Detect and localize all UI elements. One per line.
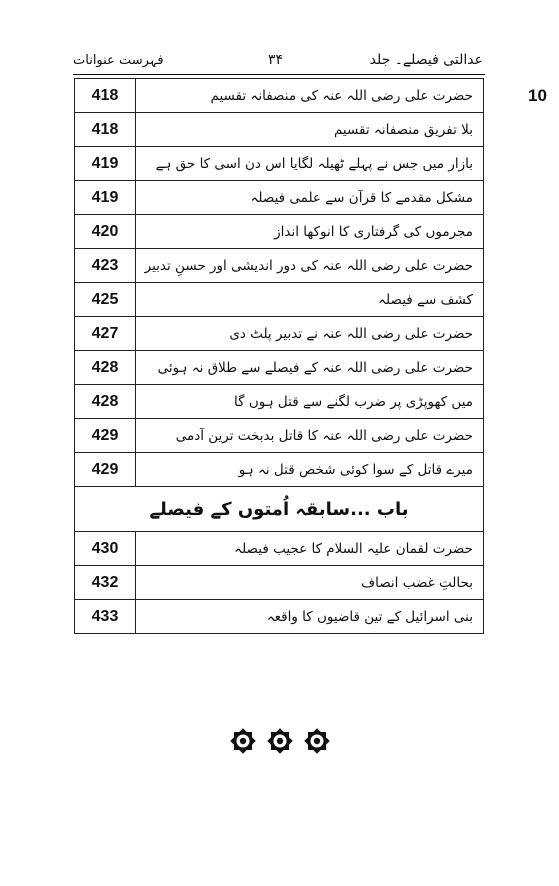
entry-title: حضرت لقمان علیہ السلام کا عجیب فیصلہ xyxy=(136,532,484,566)
entry-title: بحالتِ غضب انصاف xyxy=(136,566,484,600)
entry-title: حضرت علی رضی اللہ عنہ کی دور اندیشی اور حسنِ تدبیر xyxy=(136,249,484,283)
page-ref: 419 xyxy=(75,181,136,215)
section-heading-row xyxy=(75,487,484,532)
table-row[interactable] xyxy=(75,453,484,487)
page-header xyxy=(73,52,485,72)
page-ref: 423 xyxy=(75,249,136,283)
star-ornament-icon xyxy=(228,726,258,756)
page-ref: 425 xyxy=(75,283,136,317)
section-heading: باب ...سابقہ اُمتوں کے فیصلے xyxy=(75,487,484,532)
table-row[interactable] xyxy=(75,181,484,215)
page-ref: 418 xyxy=(75,79,136,113)
entry-title: بنی اسرائیل کے تین قاضیوں کا واقعہ xyxy=(136,600,484,634)
page-ref: 427 xyxy=(75,317,136,351)
table-row[interactable] xyxy=(75,249,484,283)
entry-title: میرے قاتل کے سوا کوئی شخص قتل نہ ہو xyxy=(136,453,484,487)
page-ref: 418 xyxy=(75,113,136,147)
entry-title: بلا تفریق منصفانہ تقسیم xyxy=(136,113,484,147)
table-row[interactable] xyxy=(75,566,484,600)
entry-title: حضرت علی رضی اللہ عنہ نے تدبیر پلٹ دی xyxy=(136,317,484,351)
entry-title: بازار میں جس نے پہلے ٹھیلہ لگایا اس دن اسی کا حق ہے xyxy=(136,147,484,181)
table-row[interactable] xyxy=(75,283,484,317)
page-ref: 432 xyxy=(75,566,136,600)
page-ref: 428 xyxy=(75,385,136,419)
page-ref: 420 xyxy=(75,215,136,249)
header-divider xyxy=(73,74,485,75)
star-ornament-icon xyxy=(265,726,295,756)
contents-table xyxy=(74,78,484,634)
page-ref: 419 xyxy=(75,147,136,181)
table-row[interactable] xyxy=(75,113,484,147)
table-row[interactable] xyxy=(75,317,484,351)
entry-title: حضرت علی رضی اللہ عنہ کی منصفانہ تقسیم xyxy=(136,79,484,113)
section-title: فہرست عنوانات xyxy=(73,53,164,68)
star-ornament-icon xyxy=(302,726,332,756)
table-row[interactable] xyxy=(75,147,484,181)
page-number: 10 xyxy=(528,86,547,105)
page-ref: 429 xyxy=(75,419,136,453)
table-row[interactable] xyxy=(75,385,484,419)
book-title: عدالتی فیصلے۔ جلد xyxy=(369,52,483,68)
page-ref: 428 xyxy=(75,351,136,385)
page-ref: 430 xyxy=(75,532,136,566)
page-marker: ۳۴ xyxy=(268,52,284,68)
page-ref: 429 xyxy=(75,453,136,487)
entry-title: حضرت علی رضی اللہ عنہ کا قاتل بدبخت ترین آدمی xyxy=(136,419,484,453)
entry-title: مشکل مقدمے کا قرآن سے علمی فیصلہ xyxy=(136,181,484,215)
entry-title: حضرت علی رضی اللہ عنہ کے فیصلے سے طلاق نہ ہوئی xyxy=(136,351,484,385)
table-row[interactable] xyxy=(75,79,484,113)
table-row[interactable] xyxy=(75,215,484,249)
table-row[interactable] xyxy=(75,351,484,385)
entry-title: کشف سے فیصلہ xyxy=(136,283,484,317)
table-row[interactable] xyxy=(75,600,484,634)
entry-title: مجرموں کی گرفتاری کا انوکھا انداز xyxy=(136,215,484,249)
table-row[interactable] xyxy=(75,419,484,453)
entry-title: میں کھوپڑی پر ضرب لگنے سے قتل ہوں گا xyxy=(136,385,484,419)
ornament-divider xyxy=(228,726,332,756)
page-ref: 433 xyxy=(75,600,136,634)
table-row[interactable] xyxy=(75,532,484,566)
